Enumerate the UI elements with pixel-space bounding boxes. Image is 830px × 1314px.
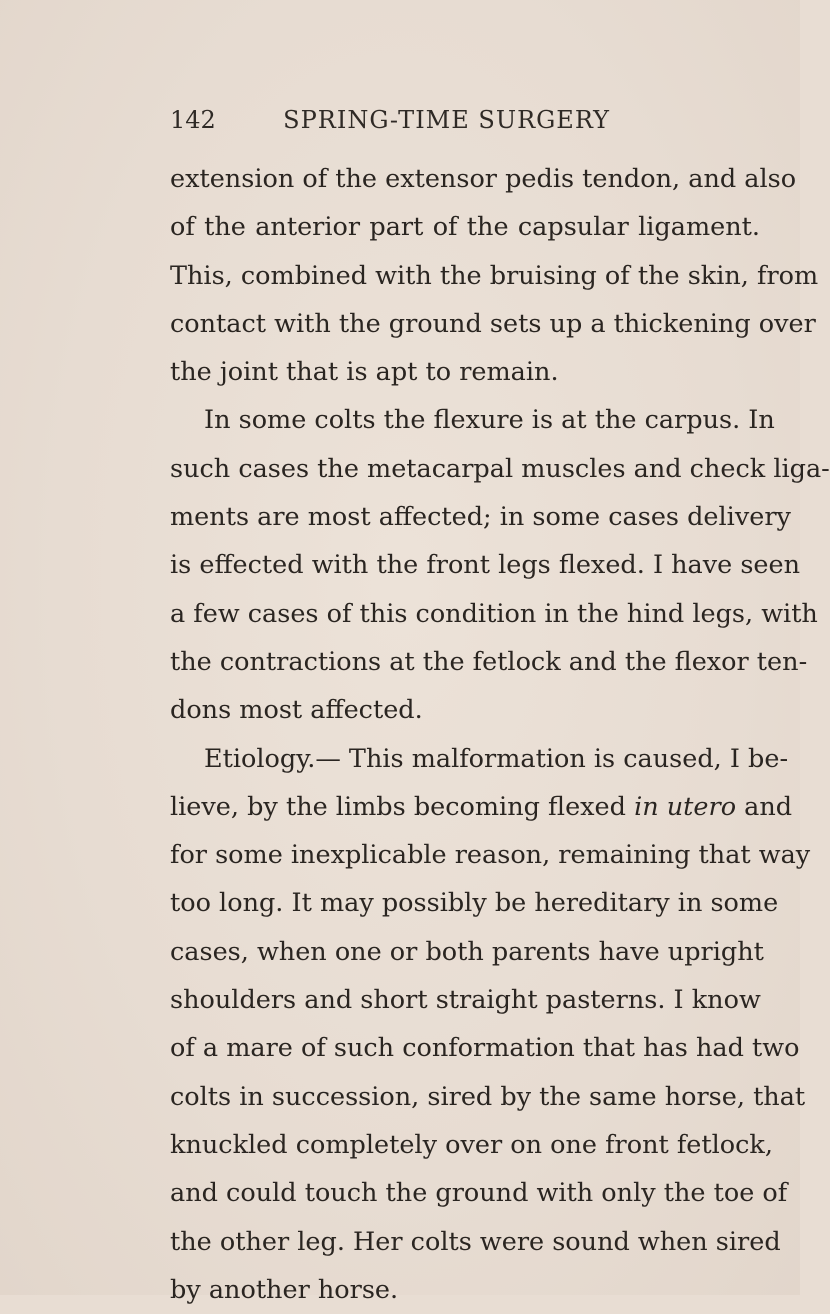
paragraph-start-line: Etiology.— This malformation is caused, I be- (204, 743, 789, 774)
text-line: This, combined with the bruising of the skin, from (170, 260, 819, 291)
text-line: extension of the extensor pedis tendon, and also (170, 164, 797, 194)
text-line: colts in succession, sired by the same horse, that (170, 1081, 806, 1112)
text-line: the contractions at the fetlock and the flexor ten- (170, 646, 808, 677)
text-line: shoulders and short straight pasterns. I know (170, 985, 761, 1016)
text-line: the other leg. Her colts were sound when sired (170, 1226, 781, 1257)
text-line: cases, when one or both parents have upright (170, 936, 764, 967)
italic-phrase: in utero (634, 791, 737, 822)
text-line: by another horse. (170, 1274, 399, 1305)
text-line: too long. It may possibly be hereditary in some (170, 888, 779, 919)
text-line: dons most affected. (170, 695, 423, 726)
text-line: is effected with the front legs flexed. I have seen (170, 550, 801, 581)
body-text (170, 155, 830, 1314)
text-line: of the anterior part of the capsular ligament. (170, 212, 760, 243)
page-header (170, 100, 610, 140)
text-line: for some inexplicable reason, remaining that way (170, 840, 811, 871)
text-line: and could touch the ground with only the toe of (170, 1178, 788, 1209)
text-line: ments are most affected; in some cases delivery (170, 502, 791, 533)
text-line: the joint that is apt to remain. (170, 357, 559, 388)
running-title: SPRING-TIME SURGERY (283, 106, 610, 134)
text-line: knuckled completely over on one front fetlock, (170, 1129, 773, 1160)
text-segment: and (736, 791, 793, 822)
text-line-with-italic (170, 783, 793, 831)
text-line: such cases the metacarpal muscles and check liga- (170, 453, 830, 484)
text-line: a few cases of this condition in the hind legs, with (170, 598, 818, 629)
text-line: contact with the ground sets up a thickening over (170, 308, 816, 339)
page-number: 142 (170, 106, 216, 134)
text-line: of a mare of such conformation that has had two (170, 1033, 800, 1064)
text-segment: lieve, by the limbs becoming flexed (170, 791, 635, 822)
paragraph-start-line: In some colts the flexure is at the carpus. In (204, 405, 775, 436)
